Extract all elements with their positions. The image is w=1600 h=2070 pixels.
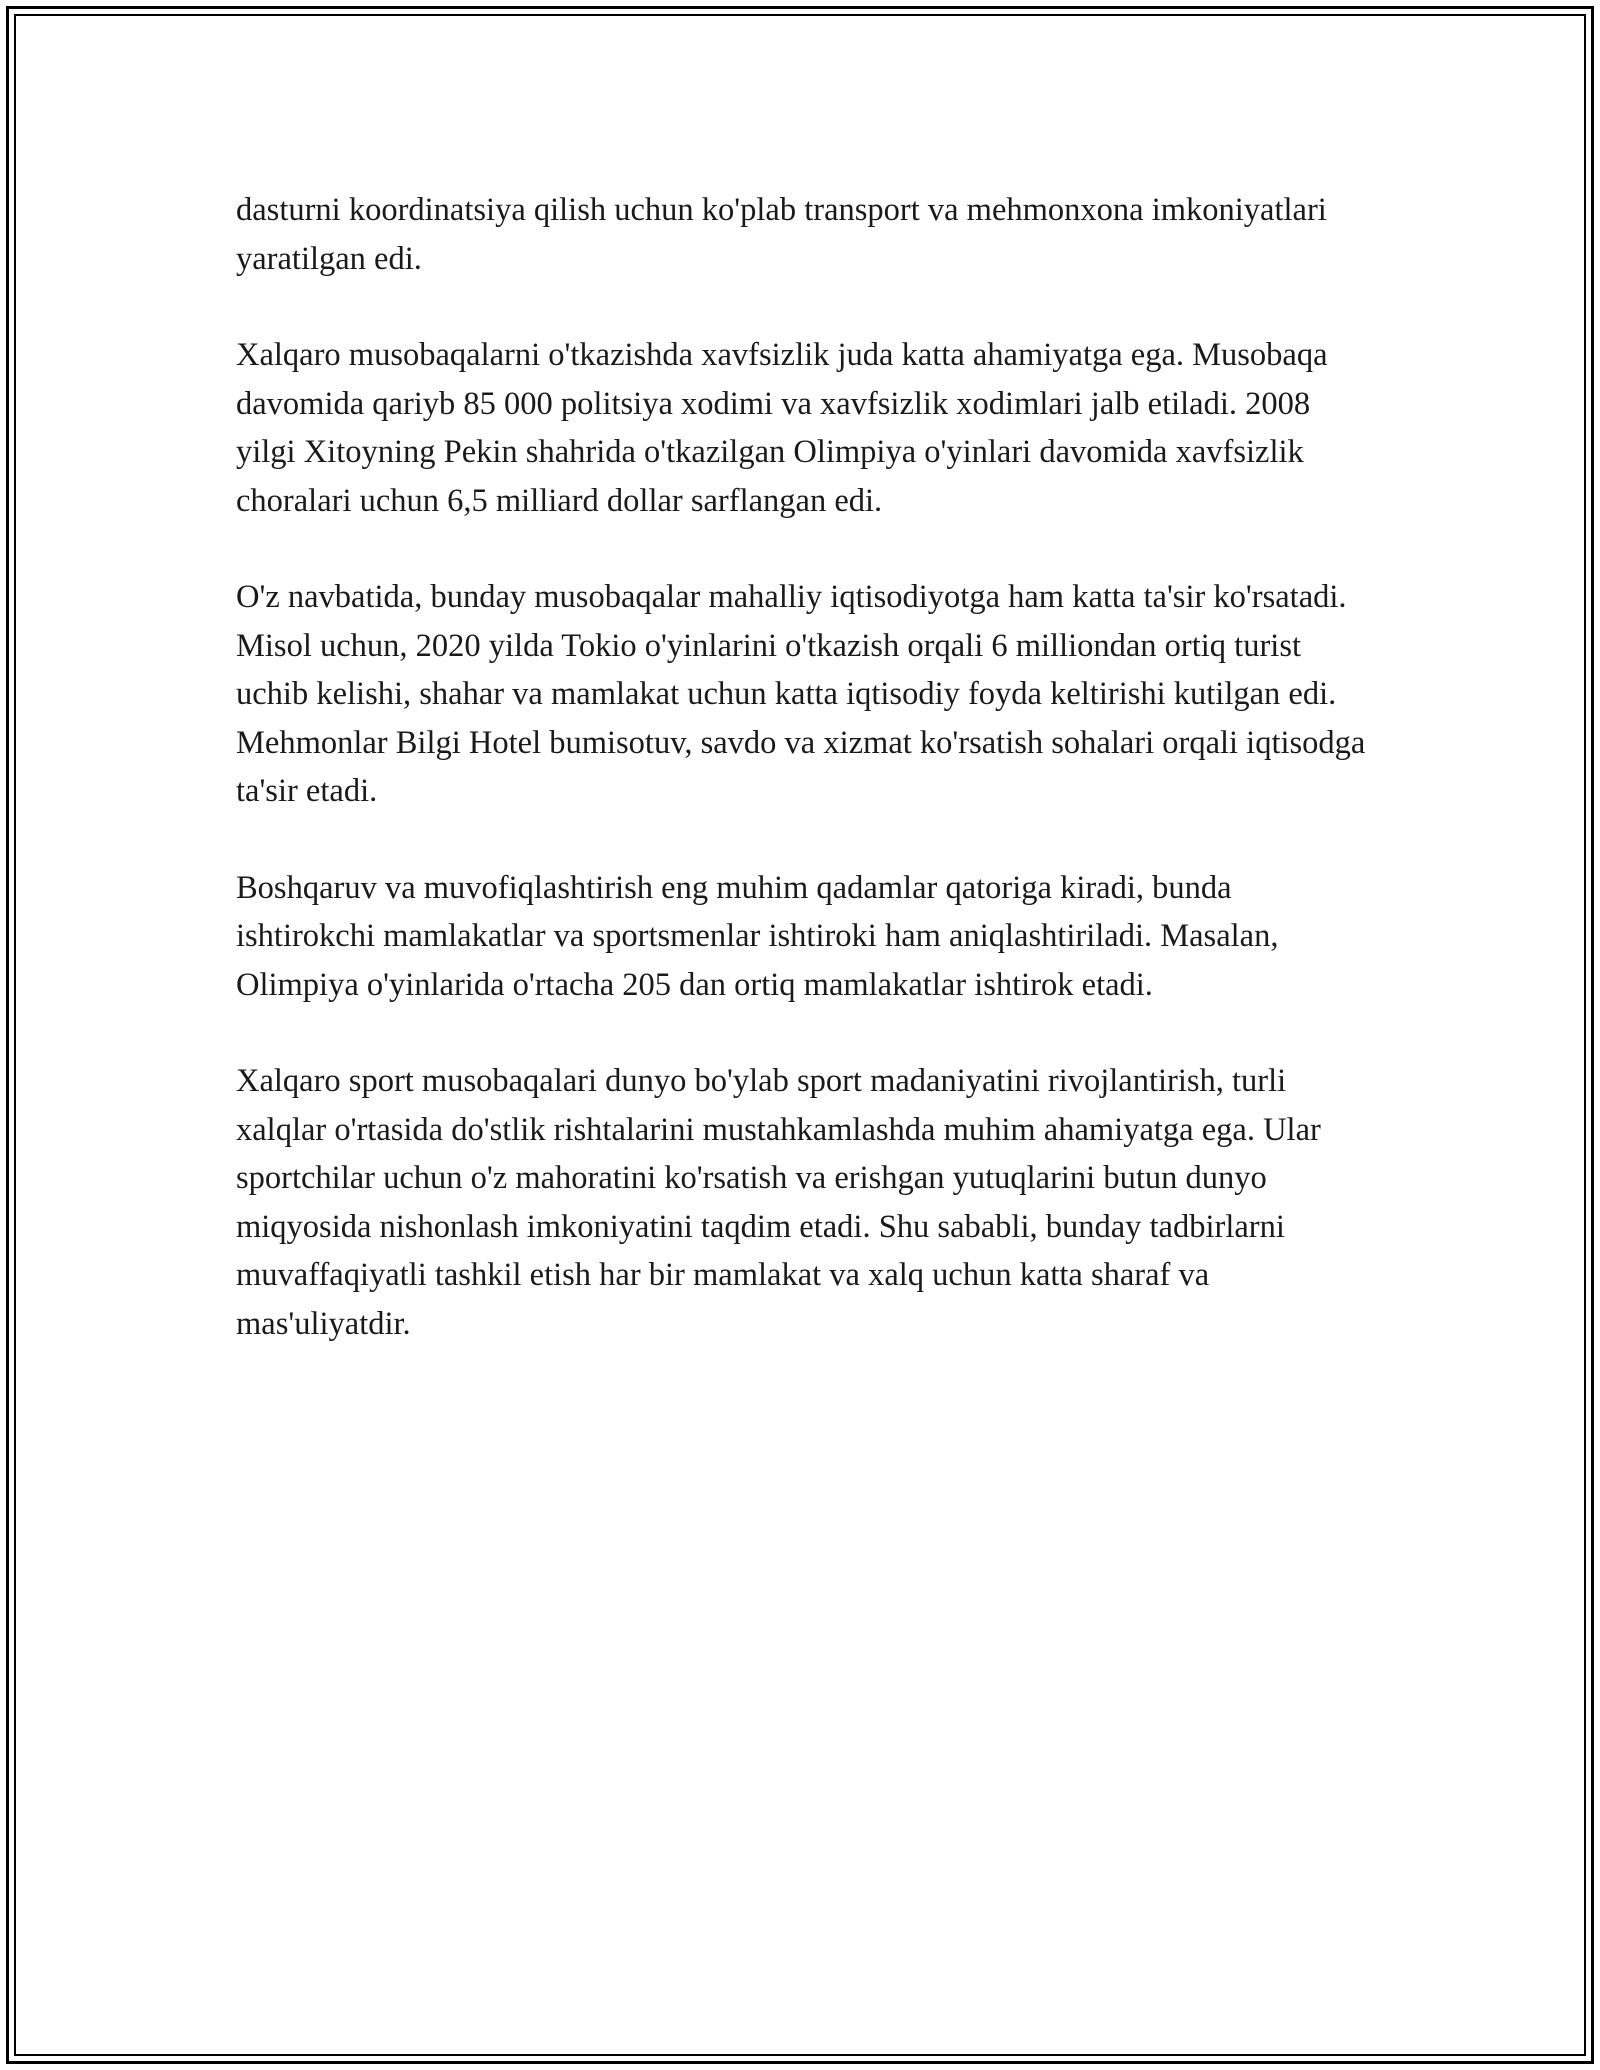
paragraph-5: Xalqaro sport musobaqalari dunyo bo'ylab sport madaniyatini rivojlantirish, turli xalqlar o'rtasida do'stlik rishtalarini mustahkamlashda muhim ahamiyatga ega. Ular sportchilar uchun o'z mahoratini ko'rsatish va erishgan yutuqlarini butun dunyo miqyosida nishonlash imkoniyatini taqdim etadi. Shu sababli, bunday tadbirlarni muvaffaqiyatli tashkil etish har bir mamlakat va xalq uchun katta sharaf va mas'uliyatdir. xyxy=(236,1063,1321,1342)
paragraph-1: dasturni koordinatsiya qilish uchun ko'plab transport va mehmonxona imkoniyatlari yaratilgan edi. xyxy=(236,192,1327,277)
paragraph-3: O'z navbatida, bunday musobaqalar mahalliy iqtisodiyotga ham katta ta'sir ko'rsatadi. Misol uchun, 2020 yilda Tokio o'yinlarini o'tkazish orqali 6 milliondan ortiq turist uchib kelishi, shahar va mamlakat uchun katta iqtisodiy foyda keltirishi kutilgan edi. Mehmonlar Bilgi Hotel bumisotuv, savdo va xizmat ko'rsatish sohalari orqali iqtisodga ta'sir etadi. xyxy=(236,579,1366,809)
document-body xyxy=(236,186,1376,1396)
paragraph-2: Xalqaro musobaqalarni o'tkazishda xavfsizlik juda katta ahamiyatga ega. Musobaqa davomida qariyb 85 000 politsiya xodimi va xavfsizlik xodimlari jalb etiladi. 2008 yilgi Xitoyning Pekin shahrida o'tkazilgan Olimpiya o'yinlari davomida xavfsizlik choralari uchun 6,5 milliard dollar sarflangan edi. xyxy=(236,337,1328,519)
paragraph-4: Boshqaruv va muvofiqlashtirish eng muhim qadamlar qatoriga kiradi, bunda ishtirokchi mamlakatlar va sportsmenlar ishtiroki ham aniqlashtiriladi. Masalan, Olimpiya o'yinlarida o'rtacha 205 dan ortiq mamlakatlar ishtirok etadi. xyxy=(236,869,1279,1003)
